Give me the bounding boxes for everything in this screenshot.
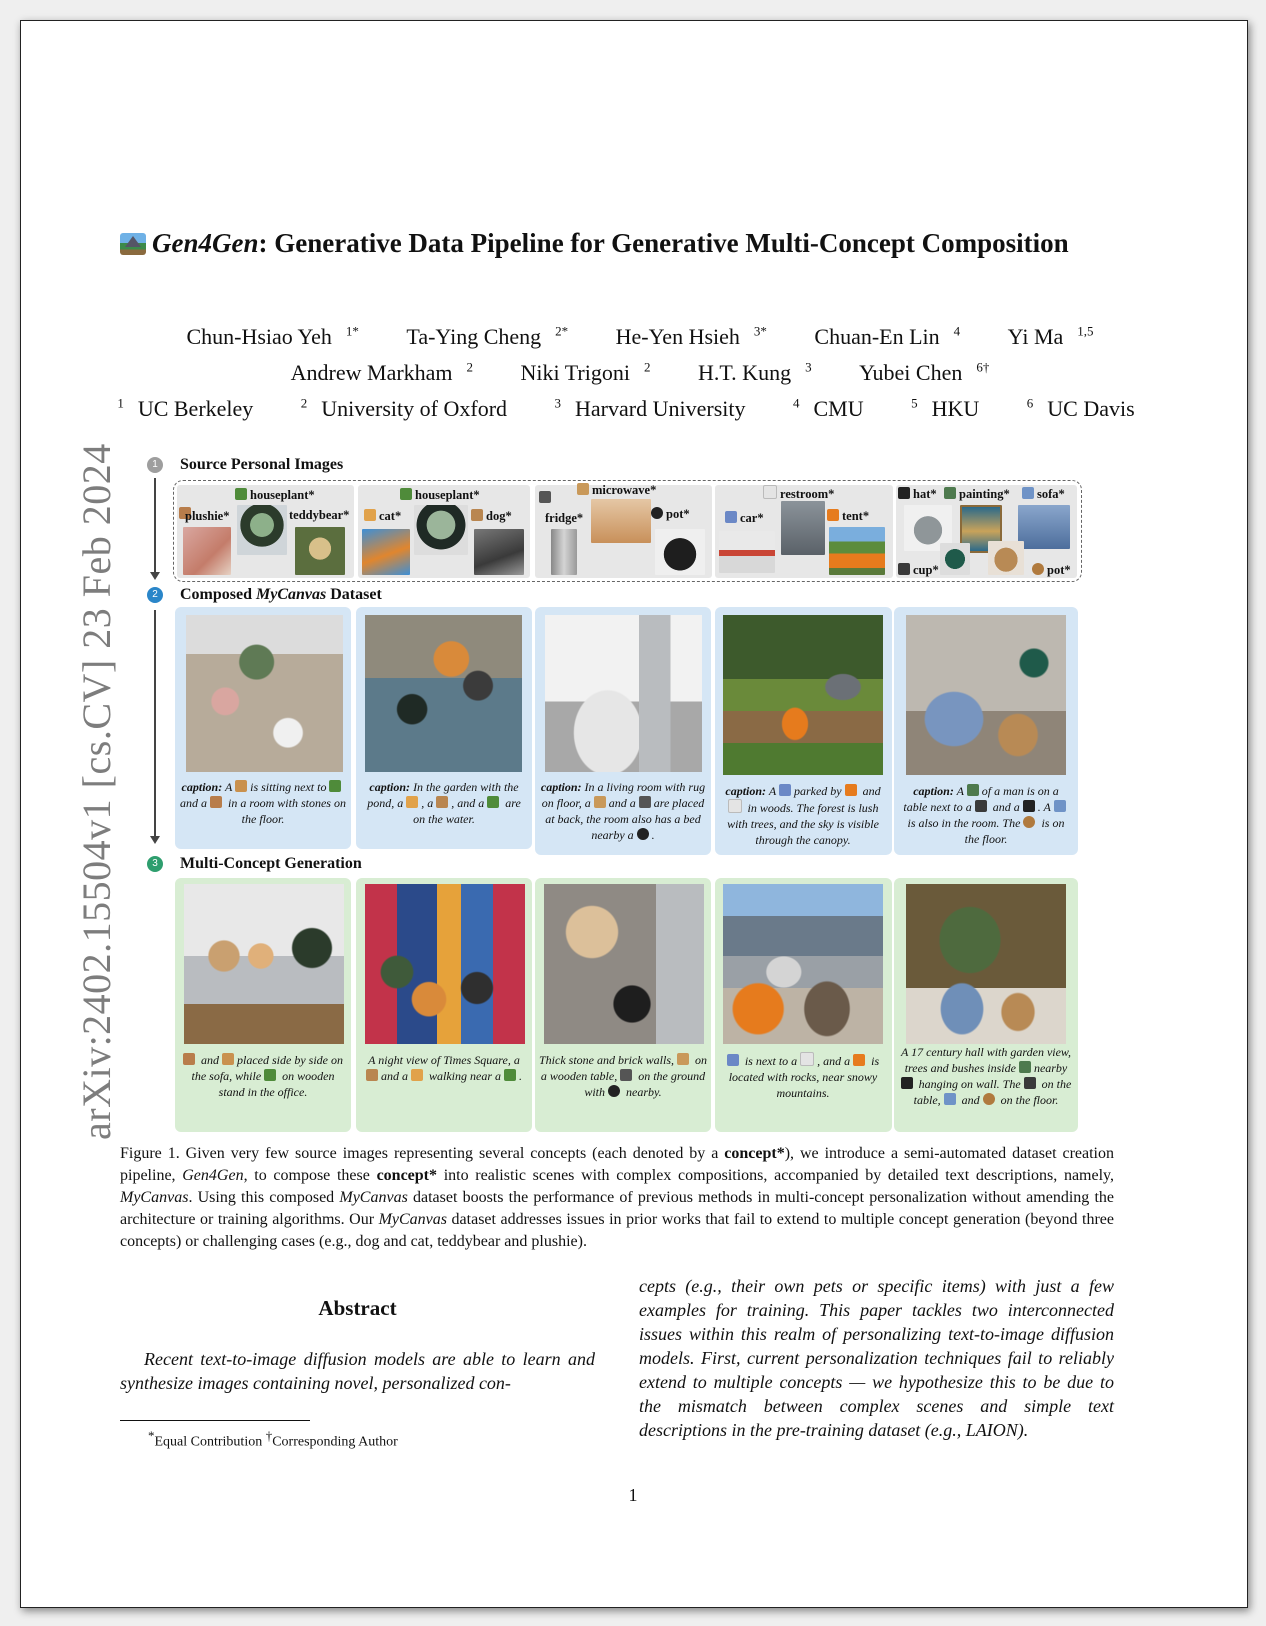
composed-image-4: [723, 615, 883, 775]
composed-image-1: [186, 615, 343, 772]
step-arrow-1-head: [150, 572, 160, 580]
composed-panel-1: [175, 607, 351, 849]
car-icon: [725, 511, 737, 523]
generation-panel-5: [894, 878, 1078, 1132]
concept-label: houseplant*: [400, 488, 480, 503]
concept-label: car*: [725, 511, 764, 526]
footnote: *Equal Contribution †Corresponding Author: [148, 1428, 398, 1450]
composed-image-3: [545, 615, 702, 772]
authors-row-2: [0, 360, 1266, 386]
step-2-heading: Composed MyCanvas Dataset: [180, 586, 382, 603]
affiliations-row: [0, 396, 1266, 422]
restroom-icon: [763, 485, 777, 499]
author: Ta-Ying Cheng $^{2*}$: [406, 324, 569, 350]
generation-panel-1: [175, 878, 351, 1132]
dog-icon: [471, 509, 483, 521]
plushie-photo: [183, 527, 231, 575]
generated-image-2: [365, 884, 525, 1044]
author: Chuan-En Lin $^4$: [814, 324, 961, 350]
source-panel-1: [177, 485, 354, 578]
concept-label: painting*: [944, 487, 1010, 502]
concept-label: dog*: [471, 509, 512, 524]
concept-label: fridge*: [545, 511, 584, 525]
affiliation: $^6$ UC Davis: [1026, 396, 1135, 422]
composed-image-5: [906, 615, 1066, 775]
concept-label: pot*: [1032, 563, 1071, 578]
generation-caption-5: A 17 century hall with garden view, trees and bushes inside nearby hanging on wall. The on the table, and on the floor.: [900, 1045, 1072, 1107]
concept-label: [539, 491, 554, 506]
houseplant-icon: [400, 488, 412, 500]
generation-caption-1: and placed side by side on the sofa, while on wooden stand in the office.: [179, 1052, 347, 1100]
figure-caption: Figure 1. Given very few source images representing several concepts (each denoted by a concept*), we introduce a semi-automated dataset creation pipeline, Gen4Gen, to compose these concept* into realistic scenes with complex compositions, accompanied by detailed text descriptions, namely, MyCanvas. Using this composed MyCanvas dataset boosts the performance of previous methods in multi-concept personalization without amending the architecture or training algorithms. Our MyCanvas dataset addresses issues in prior works that fail to extend to multiple concept generation (beyond three concepts) or challenging cases (e.g., dog and cat, teddybear and plushie).: [120, 1145, 1115, 1250]
generated-image-4: [723, 884, 883, 1044]
composed-panel-4: [715, 607, 892, 855]
title-emph: Gen4Gen: [152, 228, 259, 258]
step-arrow-2: [154, 610, 156, 838]
concept-label: hat*: [898, 487, 937, 502]
step-arrow-1: [154, 478, 156, 574]
arxiv-side-stamp: arXiv:2402.15504v1 [cs.CV] 23 Feb 2024: [74, 443, 119, 1140]
cup-icon: [898, 563, 910, 575]
tent-photo: [829, 527, 885, 575]
title-rest: : Generative Data Pipeline for Generative Multi-Concept Composition: [258, 228, 1069, 258]
step-3-badge: 3: [147, 856, 163, 872]
paper-title: [120, 228, 1120, 259]
composed-caption-5: caption: A of a man is on a table next to a and a . A is also in the room. The is on the floor.: [903, 784, 1065, 846]
composed-panel-2: [356, 607, 532, 849]
affiliation: $^3$ Harvard University: [554, 396, 746, 422]
hat-icon: [898, 487, 910, 499]
cat-icon: [364, 509, 376, 521]
source-panel-3: [535, 485, 712, 578]
composed-image-2: [365, 615, 522, 772]
houseplant-icon: [235, 488, 247, 500]
composed-panel-3: [535, 607, 711, 855]
concept-label: restroom*: [763, 485, 834, 502]
source-panel-5: [896, 485, 1077, 578]
source-panel-2: [358, 485, 530, 578]
abstract-text-right: cepts (e.g., their own pets or specific items) with just a few examples for training. This paper tackles two interconnected issues within this realm of personalizing text-to-image diffusion models. First, current personalization techniques fail to reliably extend to multiple concepts — we hypothesize this to be due to the mismatch between complex scenes and simple text descriptions in the pre-training dataset (e.g., LAION).: [639, 1276, 1114, 1440]
abstract-text-left: Recent text-to-image diffusion models are able to learn and synthesize images containing novel, personalized con-: [120, 1349, 595, 1393]
microwave-icon: [577, 483, 589, 495]
microwave-photo: [591, 499, 651, 543]
pot-icon: [651, 507, 663, 519]
step-1-heading: Source Personal Images: [180, 456, 344, 473]
concept-label: houseplant*: [235, 488, 315, 503]
composed-caption-4: caption: A parked by and in woods. The forest is lush with trees, and the sky is visible through the canopy.: [725, 784, 881, 847]
composed-panel-5: [894, 607, 1078, 855]
generation-panel-4: [715, 878, 892, 1132]
houseplant-photo: [414, 505, 468, 555]
affiliation: $^2$ University of Oxford: [300, 396, 508, 422]
concept-label: microwave*: [577, 483, 656, 498]
author: He-Yen Hsieh $^{3*}$: [615, 324, 767, 350]
fridge-photo: [551, 529, 577, 575]
concept-label: plushie*: [185, 509, 230, 523]
painting-icon: [944, 487, 956, 499]
step-2-badge: 2: [147, 587, 163, 603]
source-panel-4: [715, 485, 893, 578]
concept-label: cup*: [898, 563, 939, 578]
generation-panel-2: [356, 878, 532, 1132]
fridge-icon: [539, 491, 551, 503]
concept-label: teddybear*: [289, 508, 350, 522]
affiliation: $^5$ HKU: [911, 396, 980, 422]
teddybear-photo: [295, 527, 345, 575]
generated-image-3: [544, 884, 704, 1044]
concept-label: sofa*: [1022, 487, 1065, 502]
generated-image-5: [906, 884, 1066, 1044]
authors-row-1: [0, 324, 1266, 350]
step-arrow-2-head: [150, 836, 160, 844]
generation-caption-2: A night view of Times Square, a and a walking near a .: [360, 1052, 528, 1084]
concept-label: tent*: [827, 509, 869, 524]
page-number: 1: [628, 1485, 638, 1505]
author: Yubei Chen $^{6\dagger}$: [859, 360, 990, 386]
concept-label: pot*: [651, 507, 690, 522]
pot-photo: [655, 529, 705, 575]
composed-caption-3: caption: In a living room with rug on floor, a and a are placed at back, the room also has a bed nearby a .: [540, 780, 706, 842]
generation-panel-3: [535, 878, 711, 1132]
author: H.T. Kung $^3$: [697, 360, 812, 386]
generation-caption-3: Thick stone and brick walls, on a wooden table, on the ground with nearby.: [539, 1053, 707, 1099]
affiliation: $^1$ UC Berkeley: [117, 396, 254, 422]
cat-photo: [362, 529, 410, 575]
author: Yi Ma $^{1,5}$: [1007, 324, 1094, 350]
author: Niki Trigoni $^2$: [520, 360, 651, 386]
pot-icon: [1032, 563, 1044, 575]
sofa-photo: [1018, 505, 1070, 549]
abstract-heading: Abstract: [318, 1296, 397, 1320]
mountain-logo-icon: [120, 233, 146, 255]
author: Andrew Markham $^2$: [290, 360, 474, 386]
affiliation: $^4$ CMU: [792, 396, 864, 422]
footnote-rule: [120, 1420, 310, 1421]
step-1-badge: 1: [147, 457, 163, 473]
houseplant-photo: [237, 505, 287, 555]
restroom-photo: [781, 501, 825, 555]
tent-icon: [827, 509, 839, 521]
composed-caption-2: caption: In the garden with the pond, a , a , and a are on the water.: [367, 780, 521, 826]
generated-image-1: [184, 884, 344, 1044]
dog-photo: [474, 529, 524, 575]
step-3-heading: Multi-Concept Generation: [180, 855, 362, 872]
generation-caption-4: is next to a , and a is located with rocks, near snowy mountains.: [728, 1054, 880, 1100]
author: Chun-Hsiao Yeh $^{1*}$: [186, 324, 359, 350]
cup-photo: [940, 543, 970, 575]
sofa-icon: [1022, 487, 1034, 499]
car-photo: [719, 531, 775, 573]
composed-caption-1: caption: A is sitting next to and a in a room with stones on the floor.: [180, 780, 346, 826]
pot-photo: [988, 541, 1024, 575]
concept-label: cat*: [364, 509, 401, 524]
